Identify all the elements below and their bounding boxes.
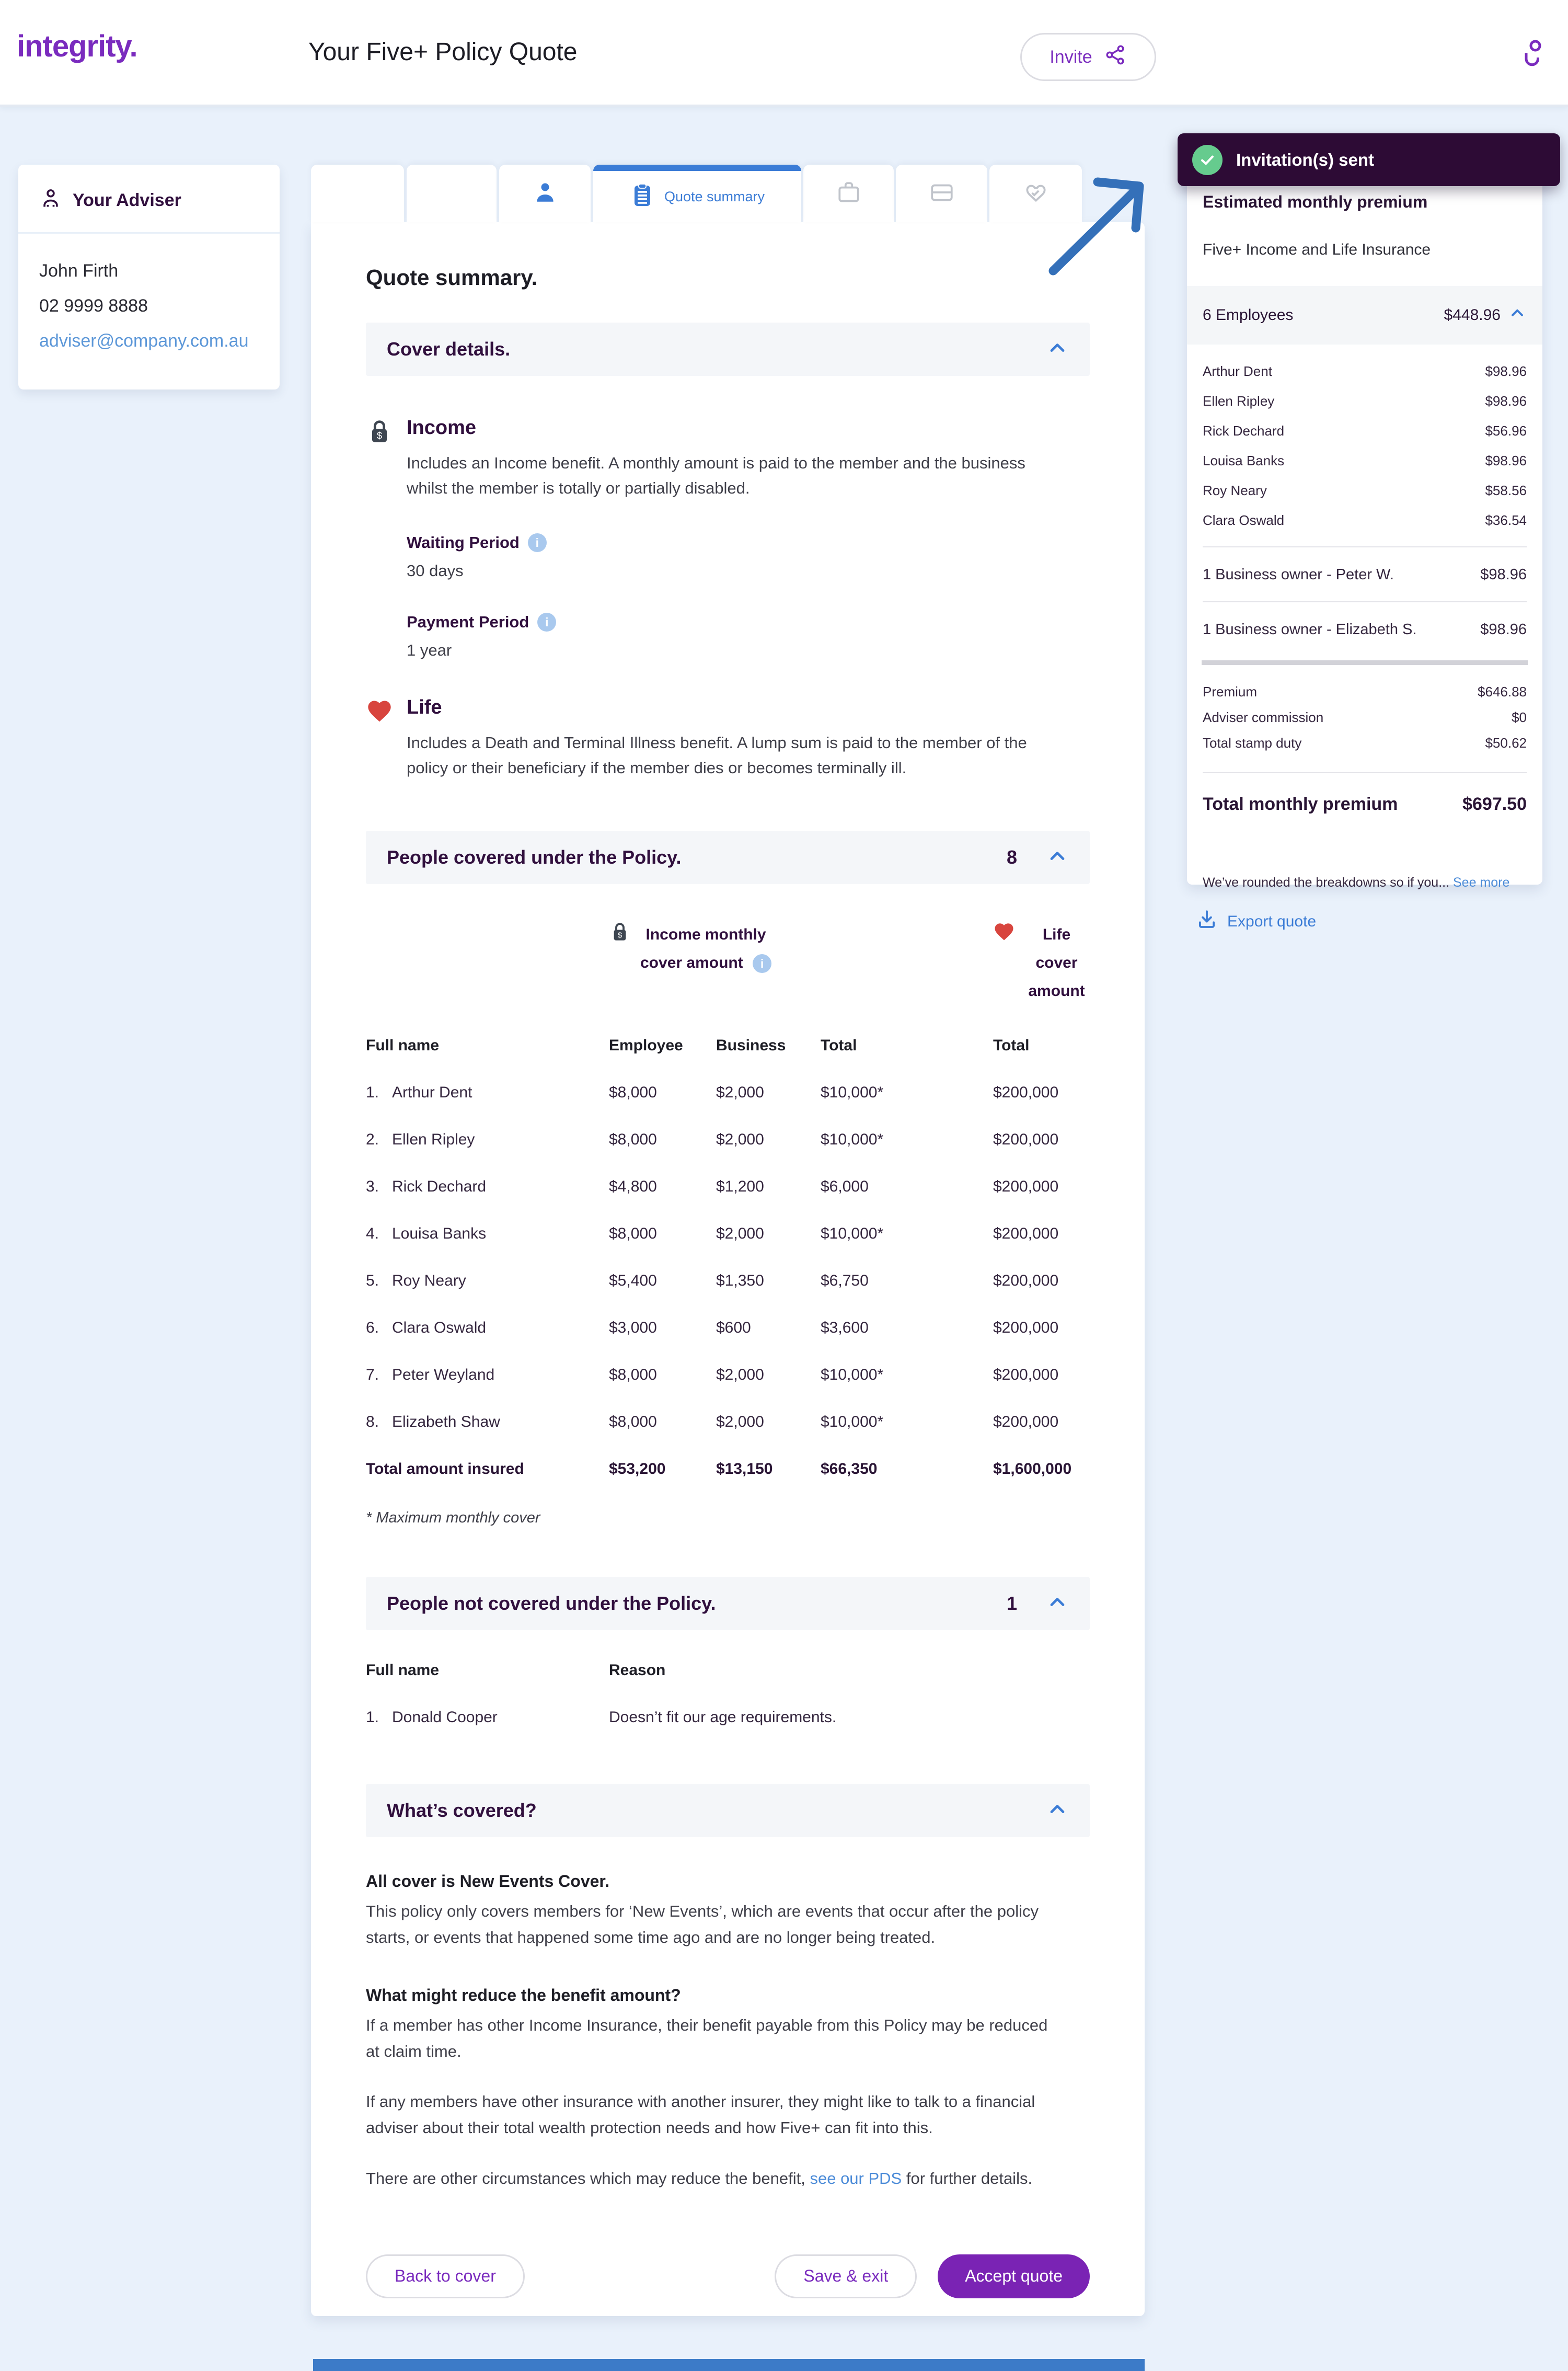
table-row-name: 5. Roy Neary: [366, 1272, 466, 1290]
lock-dollar-icon: [609, 921, 631, 945]
total-employee: $53,200: [609, 1460, 666, 1478]
income-cover-block: [366, 417, 1090, 660]
table-row-name: 1. Donald Cooper: [366, 1709, 498, 1726]
table-cell: $200,000: [993, 1178, 1059, 1196]
back-to-cover-button[interactable]: Back to cover: [366, 2254, 525, 2298]
tab-business[interactable]: [803, 165, 894, 222]
life-cover-block: [366, 696, 1090, 781]
table-cell: $6,750: [821, 1272, 869, 1290]
total-amount-insured-label: Total amount insured: [366, 1460, 524, 1478]
life-group-header-line2: amount: [1028, 982, 1085, 1000]
table-row-name: 6. Clara Oswald: [366, 1319, 487, 1337]
employees-summary-row[interactable]: [1187, 286, 1542, 345]
chevron-up-icon[interactable]: [1046, 1591, 1069, 1617]
owner-row: 1 Business owner - Elizabeth S. $98.96: [1203, 621, 1527, 638]
tab-step-2[interactable]: [407, 165, 497, 222]
quote-summary-panel: [311, 222, 1145, 2316]
table-row-name: 4. Louisa Banks: [366, 1225, 487, 1243]
adviser-icon: [39, 187, 62, 214]
people-covered-header[interactable]: [366, 831, 1090, 884]
table-cell: $8,000: [609, 1084, 657, 1102]
people-covered-table: [366, 884, 1090, 1478]
people-not-covered-count: 1: [1006, 1593, 1017, 1614]
adviser-name: John Firth: [39, 261, 119, 281]
premium-panel-title: Estimated monthly premium: [1203, 192, 1428, 211]
invite-button-label: Invite: [1050, 47, 1092, 67]
info-icon[interactable]: i: [528, 533, 547, 552]
chevron-up-icon[interactable]: [1046, 1798, 1069, 1824]
table-cell: $200,000: [993, 1319, 1059, 1337]
income-group-header-line2: cover amount: [640, 954, 743, 972]
col-full-name: Full name: [366, 1662, 440, 1679]
people-covered-title: People covered under the Policy.: [387, 846, 682, 868]
waiting-period-label: Waiting Period: [407, 533, 520, 552]
life-title: Life: [407, 696, 442, 719]
quote-summary-heading: Quote summary.: [366, 265, 538, 290]
list-item: Clara Oswald $36.54: [1203, 512, 1527, 528]
pds-link[interactable]: see our PDS: [810, 2169, 902, 2187]
page-title: Your Five+ Policy Quote: [308, 38, 578, 66]
adviser-card-title: Your Adviser: [73, 190, 181, 210]
table-cell: $600: [716, 1319, 751, 1337]
credit-card-icon: [929, 179, 955, 208]
export-quote-link[interactable]: [1196, 909, 1316, 935]
income-description: Includes an Income benefit. A monthly amount is paid to the member and the business whilst the member is totally or partially disabled.: [407, 454, 1025, 498]
lock-dollar-icon: [366, 417, 393, 660]
download-icon: [1196, 909, 1218, 935]
tab-quote-summary[interactable]: [593, 165, 801, 222]
whats-covered-header[interactable]: [366, 1784, 1090, 1837]
owner-row: 1 Business owner - Peter W. $98.96: [1203, 566, 1527, 583]
save-exit-button[interactable]: Save & exit: [775, 2254, 917, 2298]
adviser-card: [18, 165, 280, 390]
table-cell: $8,000: [609, 1366, 657, 1384]
clipboard-icon: [630, 183, 655, 211]
table-row-name: 3. Rick Dechard: [366, 1178, 487, 1196]
product-name: Five+ Income and Life Insurance: [1203, 241, 1431, 258]
bottom-blue-bar: [313, 2359, 1145, 2371]
col-total: Total: [821, 1037, 857, 1055]
tab-members[interactable]: [499, 165, 591, 222]
table-cell-reason: Doesn’t fit our age requirements.: [609, 1709, 837, 1726]
col-full-name: Full name: [366, 1037, 440, 1055]
invite-button[interactable]: [1020, 33, 1156, 81]
account-icon[interactable]: [1516, 37, 1547, 68]
app-header: [0, 0, 1568, 107]
table-cell: $2,000: [716, 1131, 764, 1149]
table-cell: $2,000: [716, 1084, 764, 1102]
see-more-link[interactable]: See more: [1453, 875, 1510, 890]
people-not-covered-title: People not covered under the Policy.: [387, 1593, 716, 1614]
tab-quote-summary-label: Quote summary: [664, 188, 765, 204]
svg-text:$: $: [617, 931, 622, 940]
share-icon: [1104, 43, 1127, 71]
table-cell: $10,000*: [821, 1084, 884, 1102]
table-cell: $8,000: [609, 1131, 657, 1149]
table-cell: $200,000: [993, 1084, 1059, 1102]
heart-icon: [993, 921, 1015, 945]
table-cell: $200,000: [993, 1366, 1059, 1384]
reduce-benefit-heading: What might reduce the benefit amount?: [366, 1985, 681, 2005]
max-cover-footnote: * Maximum monthly cover: [366, 1509, 540, 1527]
table-cell: $200,000: [993, 1131, 1059, 1149]
premium-row: Premium $646.88: [1203, 684, 1527, 700]
toast-message: Invitation(s) sent: [1236, 150, 1375, 169]
total-life: $1,600,000: [993, 1460, 1072, 1478]
table-row-name: 2. Ellen Ripley: [366, 1131, 475, 1149]
table-row-name: 1. Arthur Dent: [366, 1084, 472, 1102]
list-item: Ellen Ripley $98.96: [1203, 393, 1527, 409]
col-reason: Reason: [609, 1662, 666, 1679]
list-item: Arthur Dent $98.96: [1203, 363, 1527, 379]
table-cell: $8,000: [609, 1225, 657, 1243]
table-cell: $6,000: [821, 1178, 869, 1196]
table-cell: $8,000: [609, 1413, 657, 1431]
adviser-email-link[interactable]: adviser@company.com.au: [39, 331, 249, 351]
payment-period-label: Payment Period: [407, 613, 529, 632]
col-business: Business: [716, 1037, 786, 1055]
list-item: Louisa Banks $98.96: [1203, 453, 1527, 468]
accept-quote-button[interactable]: Accept quote: [938, 2254, 1090, 2298]
pds-paragraph: There are other circumstances which may reduce the benefit, see our PDS for further details.: [366, 2169, 1033, 2187]
income-group-header-line1: Income monthly: [645, 926, 766, 944]
table-row-name: 7. Peter Weyland: [366, 1366, 495, 1384]
chevron-up-icon[interactable]: [1046, 337, 1069, 362]
estimated-premium-panel: [1187, 169, 1542, 890]
new-events-body: This policy only covers members for ‘New Events’, which are events that occur after the policy starts, or events that happened some time ago and are no longer being treated.: [366, 1902, 1039, 1947]
table-row-name: 8. Elizabeth Shaw: [366, 1413, 500, 1431]
table-cell: $10,000*: [821, 1366, 884, 1384]
table-cell: $200,000: [993, 1225, 1059, 1243]
export-quote-label: Export quote: [1227, 913, 1317, 930]
success-check-icon: [1192, 145, 1223, 175]
table-cell: $200,000: [993, 1272, 1059, 1290]
table-cell: $1,350: [716, 1272, 764, 1290]
commission-row: Adviser commission $0: [1203, 709, 1527, 725]
tab-step-1[interactable]: [311, 165, 404, 222]
svg-text:$: $: [376, 430, 383, 441]
table-cell: $2,000: [716, 1225, 764, 1243]
total-total: $66,350: [821, 1460, 878, 1478]
people-not-covered-table: [366, 1630, 1090, 1726]
heart-icon: [366, 696, 393, 781]
brand-logo: integrity.: [17, 29, 137, 63]
rounding-note: We’ve rounded the breakdowns so if you... See more: [1203, 875, 1510, 890]
new-events-heading: All cover is New Events Cover.: [366, 1872, 609, 1891]
table-cell: $2,000: [716, 1413, 764, 1431]
chevron-up-icon[interactable]: [1508, 304, 1527, 327]
payment-period-value: 1 year: [407, 641, 452, 660]
briefcase-icon: [836, 179, 862, 208]
table-cell: $2,000: [716, 1366, 764, 1384]
people-not-covered-header[interactable]: [366, 1577, 1090, 1630]
cover-details-header[interactable]: [366, 323, 1090, 376]
tab-payment[interactable]: [896, 165, 987, 222]
table-cell: $3,000: [609, 1319, 657, 1337]
chevron-up-icon[interactable]: [1046, 845, 1069, 870]
employee-premium-list: [1203, 363, 1527, 529]
employees-total: $448.96: [1444, 306, 1501, 324]
table-cell: $4,800: [609, 1178, 657, 1196]
total-business: $13,150: [716, 1460, 773, 1478]
total-monthly-premium-row: Total monthly premium $697.50: [1203, 794, 1527, 814]
whats-covered-title: What’s covered?: [387, 1800, 537, 1822]
info-icon[interactable]: i: [753, 954, 771, 973]
reduce-benefit-body: If a member has other Income Insurance, their benefit payable from this Policy may be reduced at claim time.: [366, 2015, 1048, 2060]
person-icon: [532, 179, 558, 208]
employees-label: 6 Employees: [1203, 306, 1294, 324]
stamp-duty-row: Total stamp duty $50.62: [1203, 735, 1527, 751]
annotation-arrow: [1043, 166, 1166, 281]
table-cell: $10,000*: [821, 1225, 884, 1243]
other-insurance-body: If any members have other insurance with another insurer, they might like to talk to a financial adviser about their total wealth protection needs and how Five+ can fit into this.: [366, 2092, 1035, 2137]
table-cell: $1,200: [716, 1178, 764, 1196]
invitation-sent-toast: [1178, 133, 1560, 186]
list-item: Roy Neary $58.56: [1203, 483, 1527, 498]
info-icon[interactable]: i: [537, 613, 556, 632]
col-employee: Employee: [609, 1037, 683, 1055]
people-covered-count: 8: [1006, 846, 1017, 868]
life-group-header-line1: Life cover: [1035, 926, 1078, 972]
table-cell: $10,000*: [821, 1413, 884, 1431]
life-description: Includes a Death and Terminal Illness benefit. A lump sum is paid to the member of the policy or their beneficiary if the member dies or becomes terminally ill.: [407, 734, 1027, 777]
income-title: Income: [407, 417, 477, 439]
table-cell: $3,600: [821, 1319, 869, 1337]
table-cell: $10,000*: [821, 1131, 884, 1149]
waiting-period-value: 30 days: [407, 562, 464, 580]
cover-details-title: Cover details.: [387, 338, 511, 360]
table-cell: $200,000: [993, 1413, 1059, 1431]
table-cell: $5,400: [609, 1272, 657, 1290]
list-item: Rick Dechard $56.96: [1203, 423, 1527, 439]
col-life-total: Total: [993, 1037, 1030, 1055]
adviser-phone: 02 9999 8888: [39, 296, 148, 316]
